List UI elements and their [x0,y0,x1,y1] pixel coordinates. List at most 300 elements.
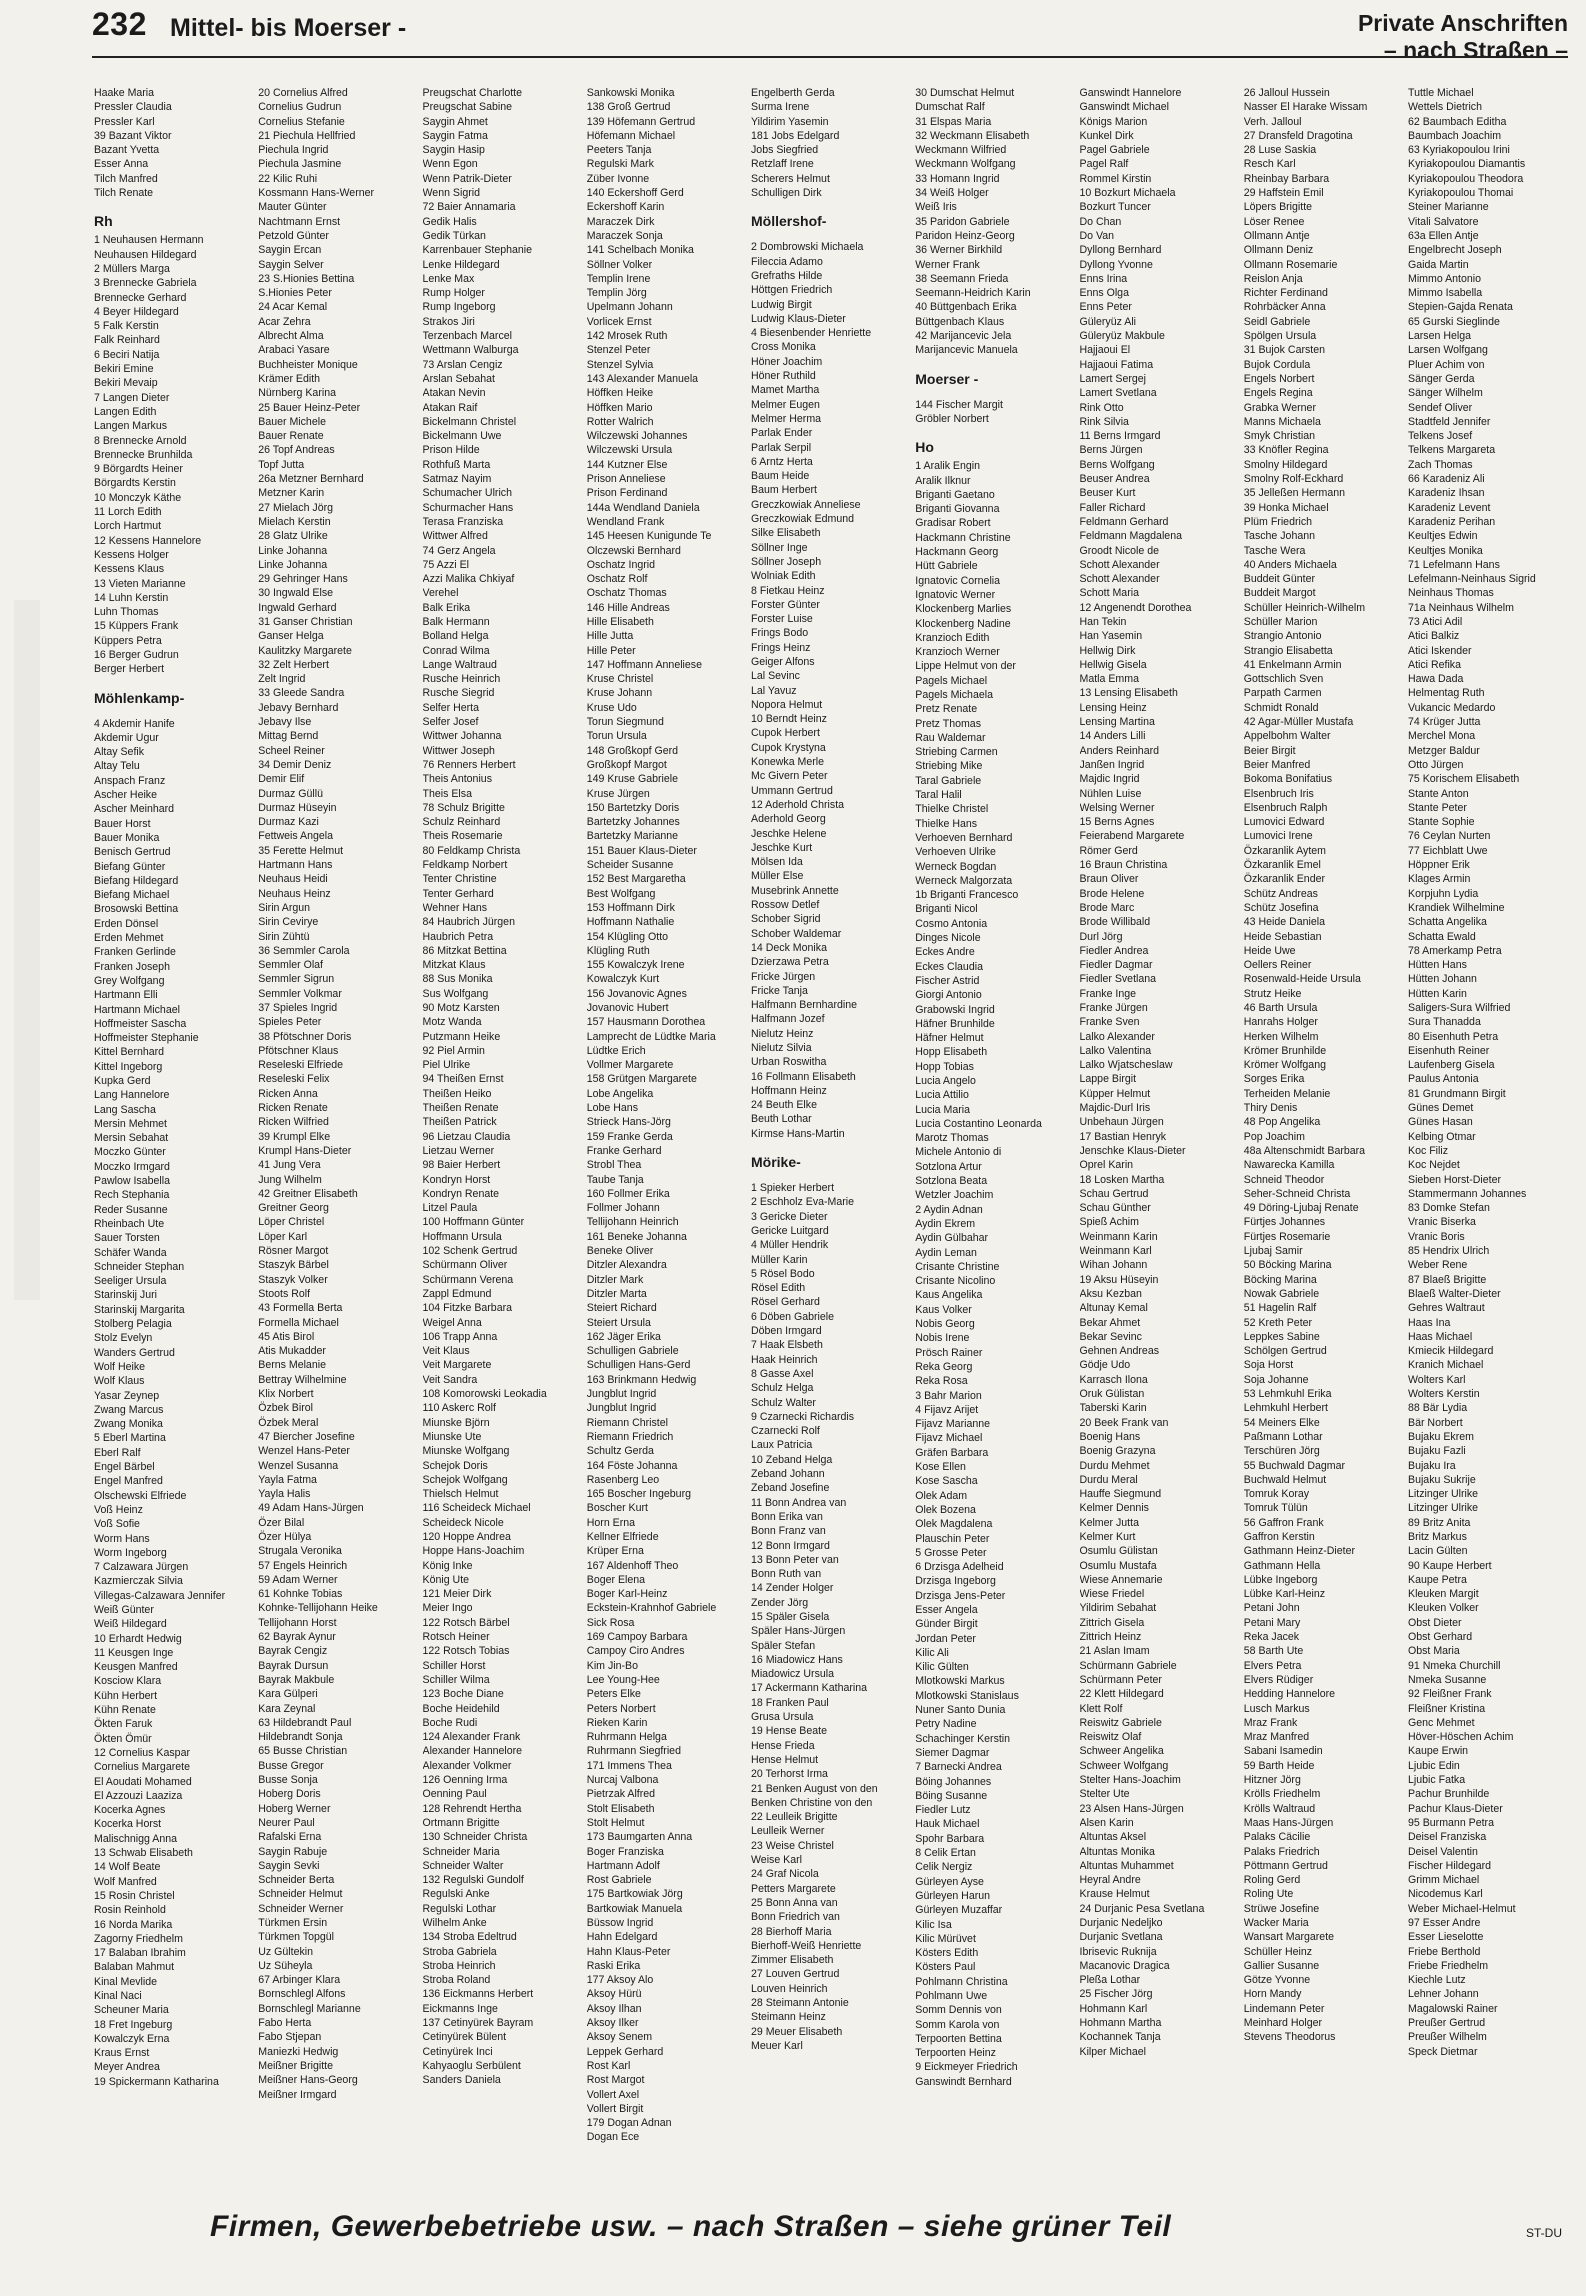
directory-entry: 76 Renners Herbert [422,758,516,771]
directory-entry: Plüm Friedrich [1243,515,1313,528]
directory-entry: Boche Heidehild [422,1702,500,1715]
directory-entry: 31 Elspas Maria [915,115,992,128]
directory-entry: Lamprecht de Lüdtke Maria [586,1030,716,1043]
directory-entry: Steiner Marianne [1408,201,1489,214]
directory-entry: Schneider Stephan [94,1260,185,1273]
directory-entry: Weinmann Karin [1079,1230,1158,1243]
directory-entry: 62 Baumbach Editha [1408,115,1507,128]
directory-entry: Kleuken Volker [1408,1602,1479,1615]
directory-entry: Paridon Heinz-Georg [915,229,1015,242]
directory-entry: Krömer Brunhilde [1243,1044,1327,1057]
directory-entry: Pluer Achim von [1408,358,1485,371]
directory-entry: Rösner Margot [258,1245,329,1258]
directory-entry: Theis Antonius [422,773,492,786]
directory-entry: Strugala Veronika [258,1545,342,1558]
directory-entry: Sirin Zühtü [258,930,310,943]
directory-entry: 12 Cornelius Kaspar [94,1746,190,1759]
directory-entry: Weber Rene [1408,1259,1468,1272]
directory-entry: Lamert Svetlana [1079,387,1157,400]
directory-entry: Acar Zehra [258,315,311,328]
directory-entry: Lamert Sergej [1079,372,1147,385]
directory-entry: Löpers Brigitte [1243,201,1313,214]
directory-entry: 42 Agar-Müller Mustafa [1243,716,1354,729]
directory-entry: Klügling Ruth [586,944,650,957]
directory-entry: 6 Beciri Natija [94,348,160,361]
directory-entry: Weiß Iris [915,201,957,214]
directory-entry: Feldkamp Norbert [422,859,508,872]
directory-entry: Brennecke Brunhilda [94,448,193,461]
directory-entry: Schürmann Peter [1079,1673,1162,1686]
directory-entry: Ruhrmann Helga [586,1731,667,1744]
directory-entry: Parpath Carmen [1243,687,1322,700]
directory-entry: 32 Zelt Herbert [258,658,329,671]
directory-entry: Weise Karl [751,1854,803,1867]
directory-entry: Anders Reinhard [1079,744,1159,757]
directory-entry: Kocerka Agnes [94,1804,166,1817]
directory-entry: Leulleik Werner [751,1825,825,1838]
directory-entry: Ditzler Alexandra [586,1259,667,1272]
directory-entry: Baumbach Joachim [1408,129,1502,142]
directory-entry: Kupka Gerd [94,1075,151,1087]
footer-note: Firmen, Gewerbebetriebe usw. – nach Straßen – siehe grüner Teil [210,2210,1172,2243]
directory-entry: Deisel Franziska [1408,1831,1487,1844]
directory-entry: 110 Askerc Rolf [422,1402,496,1415]
directory-entry: Kose Ellen [915,1461,966,1474]
directory-entry: Dumschat Ralf [915,101,985,114]
directory-entry: Bartkowiak Manuela [586,1902,683,1915]
directory-entry: Tenter Christine [422,873,497,886]
directory-entry: Kowalczyk Erna [94,2032,170,2045]
directory-entry: Schneider Maria [422,1845,500,1858]
directory-entry: Litzinger Ulrike [1408,1502,1479,1515]
directory-entry: Jeschke Kurt [751,841,813,854]
directory-entry: 130 Schneider Christa [422,1831,528,1844]
directory-entry: Schweer Wolfgang [1079,1759,1169,1772]
directory-entry: Karadeniz Ihsan [1408,487,1485,500]
directory-entry: Kelbing Otmar [1408,1130,1476,1143]
section-title-line-2: – nach Straßen – [1383,37,1568,63]
directory-entry: Reislon Anja [1243,272,1303,285]
directory-entry: Schneider Werner [258,1902,344,1915]
directory-entry: Peters Norbert [586,1702,656,1715]
directory-entry: Spohr Barbara [915,1832,985,1845]
directory-entry: Palaks Cäcilie [1243,1831,1311,1844]
directory-entry: Cetinyürek Inci [422,2045,493,2058]
spacer [751,1141,913,1148]
directory-entry: Wihan Johann [1079,1259,1148,1272]
directory-entry: 173 Baumgarten Anna [586,1831,693,1844]
directory-entry: 38 Seemann Frieda [915,272,1009,285]
directory-entry: Strangio Antonio [1243,630,1322,643]
directory-entry: Aderhold Georg [751,813,826,826]
directory-entry: Lucia Maria [915,1103,971,1116]
directory-entry: Zeband Johann [751,1468,825,1481]
directory-entry: Stammermann Johannes [1408,1187,1527,1200]
directory-entry: 30 Ingwald Else [258,587,334,600]
directory-entry: Scherers Helmut [751,172,830,185]
directory-entry: Bokoma Bonifatius [1243,773,1333,786]
directory-entry: Spölgen Ursula [1243,330,1317,343]
directory-entry: 18 Losken Martha [1079,1173,1165,1186]
directory-entry: Zwang Monika [94,1418,163,1431]
directory-entry: Baum Heide [751,470,810,483]
directory-entry: Boger Elena [586,1573,646,1586]
directory-entry: Bazant Yvetta [94,144,160,157]
directory-entry: Pressler Karl [94,115,155,128]
directory-entry: Müller Else [751,870,804,883]
directory-entry: Retzlaff Irene [751,158,814,171]
directory-entry: 38 Pfötschner Doris [258,1030,352,1043]
directory-entry: Pagel Gabriele [1079,144,1150,157]
directory-entry: Preußer Wilhelm [1408,2031,1487,2044]
directory-entry: Strutz Heike [1243,987,1302,1000]
directory-entry: Atici Balkiz [1408,630,1460,643]
directory-entry: Beuser Kurt [1079,487,1136,500]
directory-entry: Regulski Anke [422,1888,490,1901]
directory-entry: Reka Georg [915,1360,973,1373]
directory-entry: Meißner Irmgard [258,2088,337,2101]
directory-entry: 10 Monczyk Käthe [94,491,182,504]
directory-entry: Wenn Sigrid [422,187,481,200]
directory-entry: 6 Arntz Herta [751,455,813,468]
directory-entry: Esser Lieselotte [1408,1931,1484,1944]
directory-entry: Benken Christine von den [751,1796,873,1809]
directory-entry: Höner Ruthild [751,370,816,383]
directory-entry: Bonn Ruth van [751,1568,822,1581]
directory-entry: Hackmann Christine [915,531,1011,544]
directory-entry: Altunay Kemal [1079,1302,1148,1315]
directory-entry: 167 Aldenhoff Theo [586,1559,679,1572]
directory-entry: Nicodemus Karl [1408,1888,1483,1901]
directory-entry: Voß Heinz [94,1503,143,1516]
directory-entry: Özbek Meral [258,1416,319,1429]
directory-entry: Leppek Gerhard [586,2045,664,2058]
directory-entry: Benisch Gertrud [94,846,171,859]
directory-entry: 41 Jung Vera [258,1159,321,1172]
directory-entry: 13 Lensing Elisabeth [1079,687,1178,700]
directory-entry: 35 Jelleßen Hermann [1243,487,1346,500]
directory-entry: 11 Bonn Andrea van [751,1496,847,1509]
directory-entry: 74 Krüger Jutta [1408,716,1481,729]
directory-entry: 148 Großkopf Gerd [586,744,679,757]
directory-entry: Briganti Nicol [915,903,978,916]
directory-entry: 48 Pop Angelika [1243,1116,1321,1129]
directory-entry: Regulski Lothar [422,1902,497,1915]
directory-entry: Lindemann Peter [1243,2002,1325,2015]
directory-entry: Grey Wolfgang [94,974,165,987]
directory-entry: Topf Jutta [258,458,305,471]
directory-entry: Schachinger Kerstin [915,1732,1011,1745]
directory-entry: Raski Erika [586,1959,641,1972]
directory-entry: 55 Buchwald Dagmar [1243,1459,1346,1472]
directory-entry: Brosowski Bettina [94,903,179,916]
directory-entry: Aksoy Senem [586,2031,653,2044]
directory-entry: Klockenberg Nadine [915,617,1011,630]
directory-entry: Best Wolfgang [586,887,656,900]
directory-entry: Vukancic Medardo [1408,701,1496,714]
directory-entry: Bekiri Mevaip [94,377,158,390]
directory-entry: Weigel Anna [422,1316,482,1329]
directory-entry: 26a Metzner Bernhard [258,473,364,486]
directory-entry: 2 Müllers Marga [94,262,170,275]
directory-entry: Oprel Karin [1079,1159,1134,1172]
directory-entry: Piechula Ingrid [258,144,329,157]
directory-entry: Campoy Ciro Andres [586,1645,685,1658]
directory-entry: Preußer Gertrud [1408,2017,1486,2030]
directory-entry: 24 Beuth Elke [751,1099,817,1112]
directory-entry: Hahn Klaus-Peter [586,1945,671,1958]
directory-entry: Rösel Gerhard [751,1296,820,1309]
directory-entry: Aralik Ilknur [915,474,971,487]
directory-entry: Höfemann Michael [586,129,676,142]
directory-entry: Mittag Bernd [258,730,319,743]
directory-entry: Yildirim Yasemin [751,115,829,128]
directory-entry: Eisenhuth Reiner [1408,1044,1490,1057]
directory-entry: Falk Reinhard [94,334,160,347]
directory-entry: Durdu Meral [1079,1473,1138,1486]
directory-entry: Tenter Gerhard [422,887,494,900]
listing-column [1080,86,1242,2194]
directory-entry: Krüper Erna [586,1545,644,1558]
directory-entry: Tellijohann Horst [258,1616,337,1629]
directory-entry: Meier Ingo [422,1602,473,1615]
directory-entry: 29 Haffstein Emil [1243,187,1324,200]
directory-entry: Friebe Berthold [1408,1945,1481,1958]
directory-entry: 16 Berger Gudrun [94,648,179,661]
directory-entry: Kazmierczak Silvia [94,1575,183,1588]
directory-entry: 159 Franke Gerda [586,1130,673,1143]
directory-entry: Lüdtke Erich [586,1044,646,1057]
directory-entry: Klett Rolf [1079,1702,1123,1715]
directory-entry: 51 Hagelin Ralf [1243,1302,1317,1315]
directory-entry: Prison Hilde [422,444,480,457]
directory-entry: Mc Givern Peter [751,770,828,783]
directory-entry: Metzger Baldur [1408,744,1480,757]
directory-entry: Silke Elisabeth [751,527,821,540]
directory-entry: 24 Graf Nicola [751,1868,819,1881]
directory-entry: Nopora Helmut [751,698,823,711]
directory-entry: Sauer Torsten [94,1232,160,1245]
directory-entry: Döben Irmgard [751,1325,822,1338]
directory-entry: Torun Siegmund [586,716,664,729]
directory-entry: Nurcaj Valbona [586,1774,659,1787]
directory-entry: Hohmann Karl [1079,2002,1148,2015]
directory-entry: Rösel Edith [751,1282,806,1295]
directory-entry: Pleßa Lothar [1079,1974,1141,1987]
directory-entry: Kose Sascha [915,1475,978,1488]
directory-entry: Zittrich Gisela [1079,1616,1145,1629]
directory-entry: 77 Eichblatt Uwe [1408,844,1488,857]
directory-entry: Hahn Edelgard [586,1931,658,1944]
directory-entry: Kyriakopoulou Theodora [1408,172,1524,185]
directory-entry: 29 Gehringer Hans [258,573,348,586]
directory-entry: Enns Olga [1079,287,1129,300]
directory-entry: Bayrak Cengiz [258,1645,328,1658]
directory-entry: Schurmacher Hans [422,501,514,514]
directory-entry: 27 Louven Gertrud [751,1968,840,1981]
directory-entry: Balk Hermann [422,615,490,628]
directory-entry: Horn Mandy [1243,1988,1302,2001]
directory-entry: Bauer Michele [258,415,326,428]
directory-entry: Oenning Paul [422,1788,487,1801]
directory-entry: 149 Kruse Gabriele [586,773,679,786]
directory-entry: 120 Hoppe Andrea [422,1530,511,1543]
directory-entry: 161 Beneke Johanna [586,1230,687,1243]
directory-entry: 91 Nmeka Churchill [1408,1659,1501,1672]
directory-entry: Gehres Waltraut [1408,1302,1485,1315]
directory-entry: 63a Ellen Antje [1408,229,1479,242]
directory-entry: 23 S.Hionies Bettina [258,272,355,285]
directory-entry: Vranic Biserka [1408,1216,1476,1229]
directory-entry: Frings Bodo [751,627,809,640]
directory-entry: Rump Ingeborg [422,301,496,314]
directory-entry: Kruse Udo [586,701,637,714]
directory-entry: 50 Böcking Marina [1243,1259,1332,1272]
directory-entry: Tilch Renate [94,187,154,200]
directory-entry: Jungblut Ingrid [586,1388,657,1401]
directory-entry: 19 Spickermann Katharina [94,2075,219,2088]
directory-entry: 86 Mitzkat Bettina [422,944,507,957]
directory-entry: Kilic Ali [915,1646,949,1659]
directory-entry: Brode Helene [1079,887,1145,900]
directory-entry: Litzinger Ulrike [1408,1488,1479,1501]
directory-entry: Wittwer Johanna [422,730,502,743]
directory-entry: 12 Angenendt Dorothea [1079,601,1192,614]
directory-entry: Zeband Josefine [751,1482,830,1495]
section-title-line-1: Private Anschriften [1357,10,1568,36]
directory-entry: 90 Motz Karsten [422,1002,500,1014]
directory-entry: 36 Werner Birkhild [915,244,1003,257]
directory-entry: 157 Hausmann Dorothea [586,1016,706,1029]
directory-entry: Yildirim Sebahat [1079,1602,1157,1615]
directory-entry: Tomruk Koray [1243,1488,1310,1501]
directory-entry: Fijavz Michael [915,1432,983,1445]
directory-entry: Nobis Irene [915,1332,970,1345]
directory-entry: 54 Meiners Elke [1243,1416,1320,1429]
directory-entry: 80 Eisenhuth Petra [1408,1030,1499,1043]
directory-entry: Höffken Heike [586,387,654,400]
directory-entry: Ummann Gertrud [751,784,833,797]
directory-entry: Stolberg Pelagia [94,1318,172,1331]
directory-entry: Cupok Krystyna [751,741,826,754]
directory-entry: 162 Jäger Erika [586,1330,661,1343]
directory-entry: Alexander Volkmer [422,1759,512,1772]
directory-entry: Ljubic Edin [1408,1759,1460,1772]
directory-entry: Alsen Karin [1079,1816,1134,1829]
directory-entry: Günder Birgit [915,1618,978,1631]
directory-entry: Heyral Andre [1079,1874,1141,1887]
directory-entry: Fiedler Dagmar [1079,959,1153,972]
directory-entry: Sirin Argun [258,901,311,914]
directory-entry: Unbehaun Jürgen [1079,1116,1164,1129]
directory-entry: 21 Aslan Imam [1079,1645,1150,1658]
directory-entry: 9 Czarnecki Richardis [751,1410,855,1423]
directory-entry: 106 Trapp Anna [422,1330,498,1343]
directory-entry: Stepien-Gajda Renata [1408,301,1513,314]
directory-entry: Yasar Zeynep [94,1389,160,1402]
spacer [751,200,913,207]
directory-entry: Reseleski Felix [258,1073,330,1086]
directory-entry: Strobl Thea [586,1159,642,1172]
directory-entry: Ditzler Marta [586,1287,647,1300]
directory-entry: Altay Sefik [94,746,145,759]
directory-entry: Fricke Tanja [751,984,808,997]
directory-entry: Franke Gerhard [586,1144,662,1157]
directory-entry: Hildebrandt Sonja [258,1731,343,1744]
directory-entry: Saygin Ercan [258,244,322,257]
directory-entry: 88 Bär Lydia [1408,1402,1468,1415]
directory-entry: Nowak Gabriele [1243,1287,1320,1300]
directory-entry: Briganti Giovanna [915,503,1000,516]
directory-entry: Do Van [1079,229,1115,242]
directory-entry: Paulus Antonia [1408,1073,1479,1086]
directory-entry: 61 Kohnke Tobias [258,1588,343,1601]
directory-entry: Lang Sascha [94,1103,156,1116]
directory-entry: Pohlmann Christina [915,1975,1008,1988]
directory-entry: Kittel Ingeborg [94,1060,163,1073]
directory-entry: Günes Demet [1408,1102,1474,1115]
directory-entry: 7 Barnecki Andrea [915,1761,1002,1774]
listing-column [587,86,749,2194]
directory-entry: Putzmann Heike [422,1030,501,1043]
directory-entry: 145 Heesen Kunigunde Te [586,530,712,543]
directory-entry: Majdic Ingrid [1079,773,1140,786]
directory-entry: Hartmann Hans [258,859,333,872]
directory-entry: Neurer Paul [258,1816,315,1829]
listing-column [915,86,1077,2194]
spacer [94,710,256,717]
directory-entry: Ibrisevic Ruknija [1079,1945,1157,1958]
directory-entry: Fileccia Adamo [751,255,823,268]
directory-entry: 142 Mrosek Ruth [586,330,668,343]
directory-entry: Schneider Berta [258,1874,335,1887]
directory-entry: Kelmer Jutta [1079,1516,1139,1529]
directory-entry: Miunske Björn [422,1416,490,1429]
directory-entry: Nasser El Harake Wissam [1243,101,1368,114]
directory-entry: Petters Margarete [751,1882,836,1895]
directory-entry: Cross Monika [751,341,816,354]
directory-entry: Löper Christel [258,1216,325,1229]
directory-entry: 14 Deck Monika [751,941,827,954]
directory-entry: 3 Bahr Marion [915,1389,982,1402]
directory-entry: 14 Anders Lilli [1079,730,1146,743]
directory-entry: Kim Jin-Bo [586,1659,638,1672]
directory-entry: Olek Magdalena [915,1518,993,1531]
directory-entry: Oschatz Ingrid [586,558,656,571]
directory-entry: Schott Alexander [1079,558,1160,571]
directory-entry: Korpjuhn Lydia [1408,887,1479,900]
directory-entry: Theis Elsa [422,787,472,800]
directory-entry: Cosmo Antonia [915,917,988,930]
directory-entry: Bujaku Fazli [1408,1445,1466,1458]
directory-entry: Lang Hannelore [94,1089,170,1102]
directory-entry: 1b Briganti Francesco [915,889,1019,902]
directory-entry: Bayrak Makbule [258,1673,335,1686]
directory-entry: Durmaz Kazi [258,816,319,829]
directory-entry: Hartmann Elli [94,989,158,1002]
directory-entry: Jobs Siegfried [751,144,819,157]
directory-entry: Gedik Halis [422,215,477,228]
directory-entry: Satmaz Nayim [422,473,492,486]
directory-entry: Buchheister Monique [258,358,358,371]
directory-entry: Nobis Georg [915,1318,975,1331]
directory-entry: Eckes Andre [915,946,975,959]
directory-entry: Lalko Wjatscheslaw [1079,1059,1173,1072]
directory-entry: 28 Steimann Antonie [751,1997,849,2009]
directory-entry: Wenzel Hans-Peter [258,1445,350,1458]
directory-entry: Kara Zeynal [258,1702,316,1715]
directory-entry: Villegas-Calzawara Jennifer [94,1589,226,1602]
